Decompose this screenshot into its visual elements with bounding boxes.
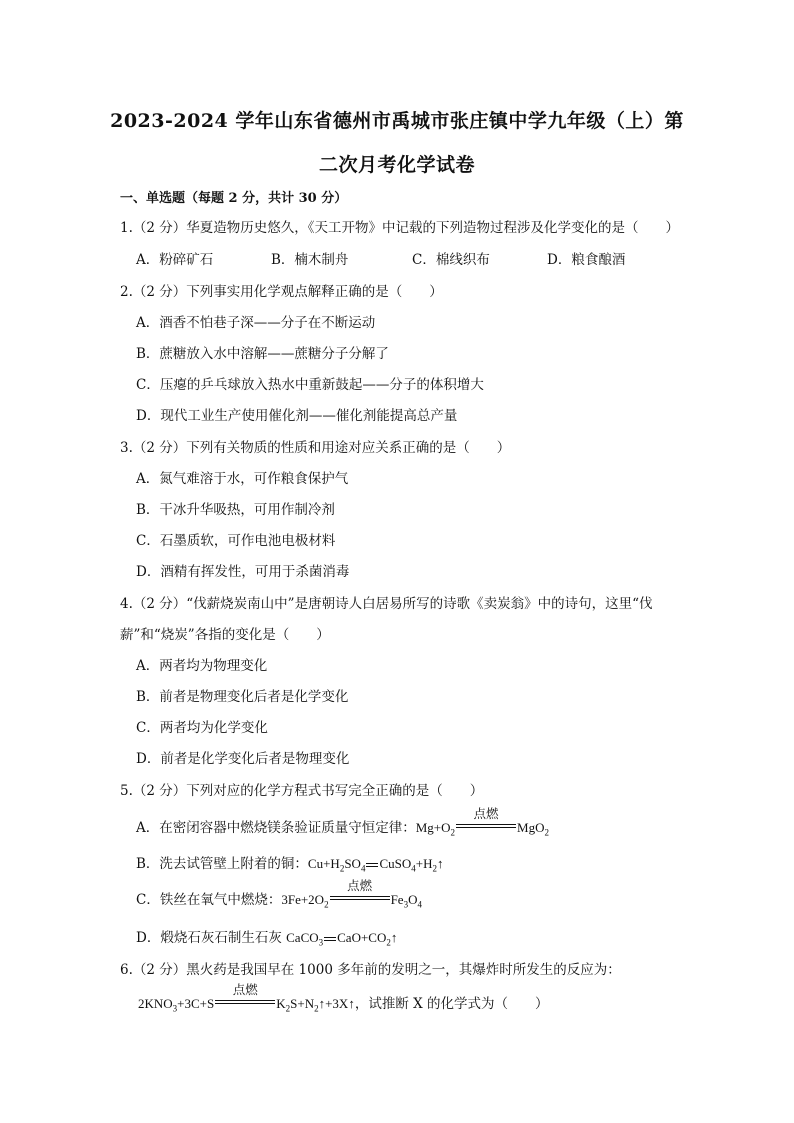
q5-option-a-equation: $Mg+O_2$ 点燃 MgO$_2$ (415, 806, 549, 838)
q4-option-b[interactable]: B．前者是物理变化后者是化学变化 (136, 689, 349, 705)
q6-equation: $2KNO_3+3C+S$ 点燃 $K_2S+N_2↑+3X↑$ (138, 982, 355, 1014)
q2-option-d[interactable]: D．现代工业生产使用催化剂——催化剂能提高总产量 (136, 408, 458, 424)
question-4-stem-line1: 4.（2 分）“伐薪烧炭南山中”是唐朝诗人白居易所写的诗歌《卖炭翁》中的诗句，这里“伐 (120, 596, 653, 612)
question-1-stem: 1.（2 分）华夏造物历史悠久，《天工开物》中记载的下列造物过程涉及化学变化的是（ ） (120, 220, 680, 236)
q5-option-a-text: A．在密闭容器中燃烧镁条验证质量守恒定律： (136, 820, 416, 836)
q5-option-c-equation: $3Fe+2O_2$ 点燃 $Fe_3O_4$ (281, 878, 422, 910)
q5-option-c[interactable] (136, 878, 422, 910)
q1-option-d[interactable]: D．粮食酿酒 (547, 252, 626, 268)
q4-option-d[interactable]: D．前者是化学变化后者是物理变化 (136, 751, 350, 767)
question-3-stem: 3.（2 分）下列有关物质的性质和用途对应关系正确的是（ ） (120, 440, 511, 456)
q2-option-a[interactable]: A．酒香不怕巷子深——分子在不断运动 (136, 315, 376, 331)
question-2-stem: 2.（2 分）下列事实用化学观点解释正确的是（ ） (120, 284, 443, 300)
q5-option-d[interactable] (136, 926, 397, 948)
q5-option-b[interactable] (136, 852, 443, 874)
reaction-condition: 点燃 (456, 818, 516, 832)
q1-option-a[interactable]: A．粉碎矿石 (136, 252, 214, 268)
q6-stem-tail: ，试推断 X 的化学式为（ ） (354, 996, 549, 1012)
section-heading: 一、单选题（每题 2 分，共计 30 分） (120, 191, 348, 206)
q2-option-b[interactable]: B．蔗糖放入水中溶解——蔗糖分子分解了 (136, 346, 389, 362)
reaction-condition: 点燃 (330, 890, 390, 904)
q3-option-d[interactable]: D．酒精有挥发性，可用于杀菌消毒 (136, 564, 350, 580)
q2-option-c[interactable]: C．压瘪的乒乓球放入热水中重新鼓起——分子的体积增大 (136, 377, 484, 393)
q5-option-b-equation: $Cu+H_2SO_4$ $CuSO_4+H_2↑$ (307, 856, 444, 874)
reaction-condition: 点燃 (215, 994, 275, 1008)
q5-option-d-equation: CaCO$_3$ $CaO+CO_2↑$ (286, 930, 398, 948)
q5-option-b-text: B．洗去试管壁上附着的铜： (136, 856, 308, 872)
q5-option-c-text: C．铁丝在氧气中燃烧： (136, 892, 282, 908)
q5-option-d-text: D．煅烧石灰石制生石灰 (136, 930, 287, 946)
question-6-stem-line2 (138, 982, 549, 1014)
question-5-stem: 5.（2 分）下列对应的化学方程式书写完全正确的是（ ） (120, 783, 484, 799)
question-4-stem-line2: 薪”和“烧炭”各指的变化是（ ） (120, 627, 330, 643)
q3-option-c[interactable]: C．石墨质软，可作电池电极材料 (136, 533, 336, 549)
q4-option-a[interactable]: A．两者均为物理变化 (136, 658, 268, 674)
q3-option-b[interactable]: B．干冰升华吸热，可用作制冷剂 (136, 502, 335, 518)
question-6-stem-line1: 6.（2 分）黑火药是我国早在 1000 多年前的发明之一，其爆炸时所发生的反应为： (120, 962, 621, 978)
q1-option-c[interactable]: C．棉线织布 (412, 252, 490, 268)
q3-option-a[interactable]: A．氮气难溶于水，可作粮食保护气 (136, 471, 349, 487)
exam-title-line2: 二次月考化学试卷 (318, 154, 475, 176)
q5-option-a[interactable] (136, 806, 549, 838)
q4-option-c[interactable]: C．两者均为化学变化 (136, 720, 268, 736)
q1-option-b[interactable]: B．楠木制舟 (271, 252, 349, 268)
exam-title-line1: 2023-2024 学年山东省德州市禹城市张庄镇中学九年级（上）第 (110, 110, 684, 132)
